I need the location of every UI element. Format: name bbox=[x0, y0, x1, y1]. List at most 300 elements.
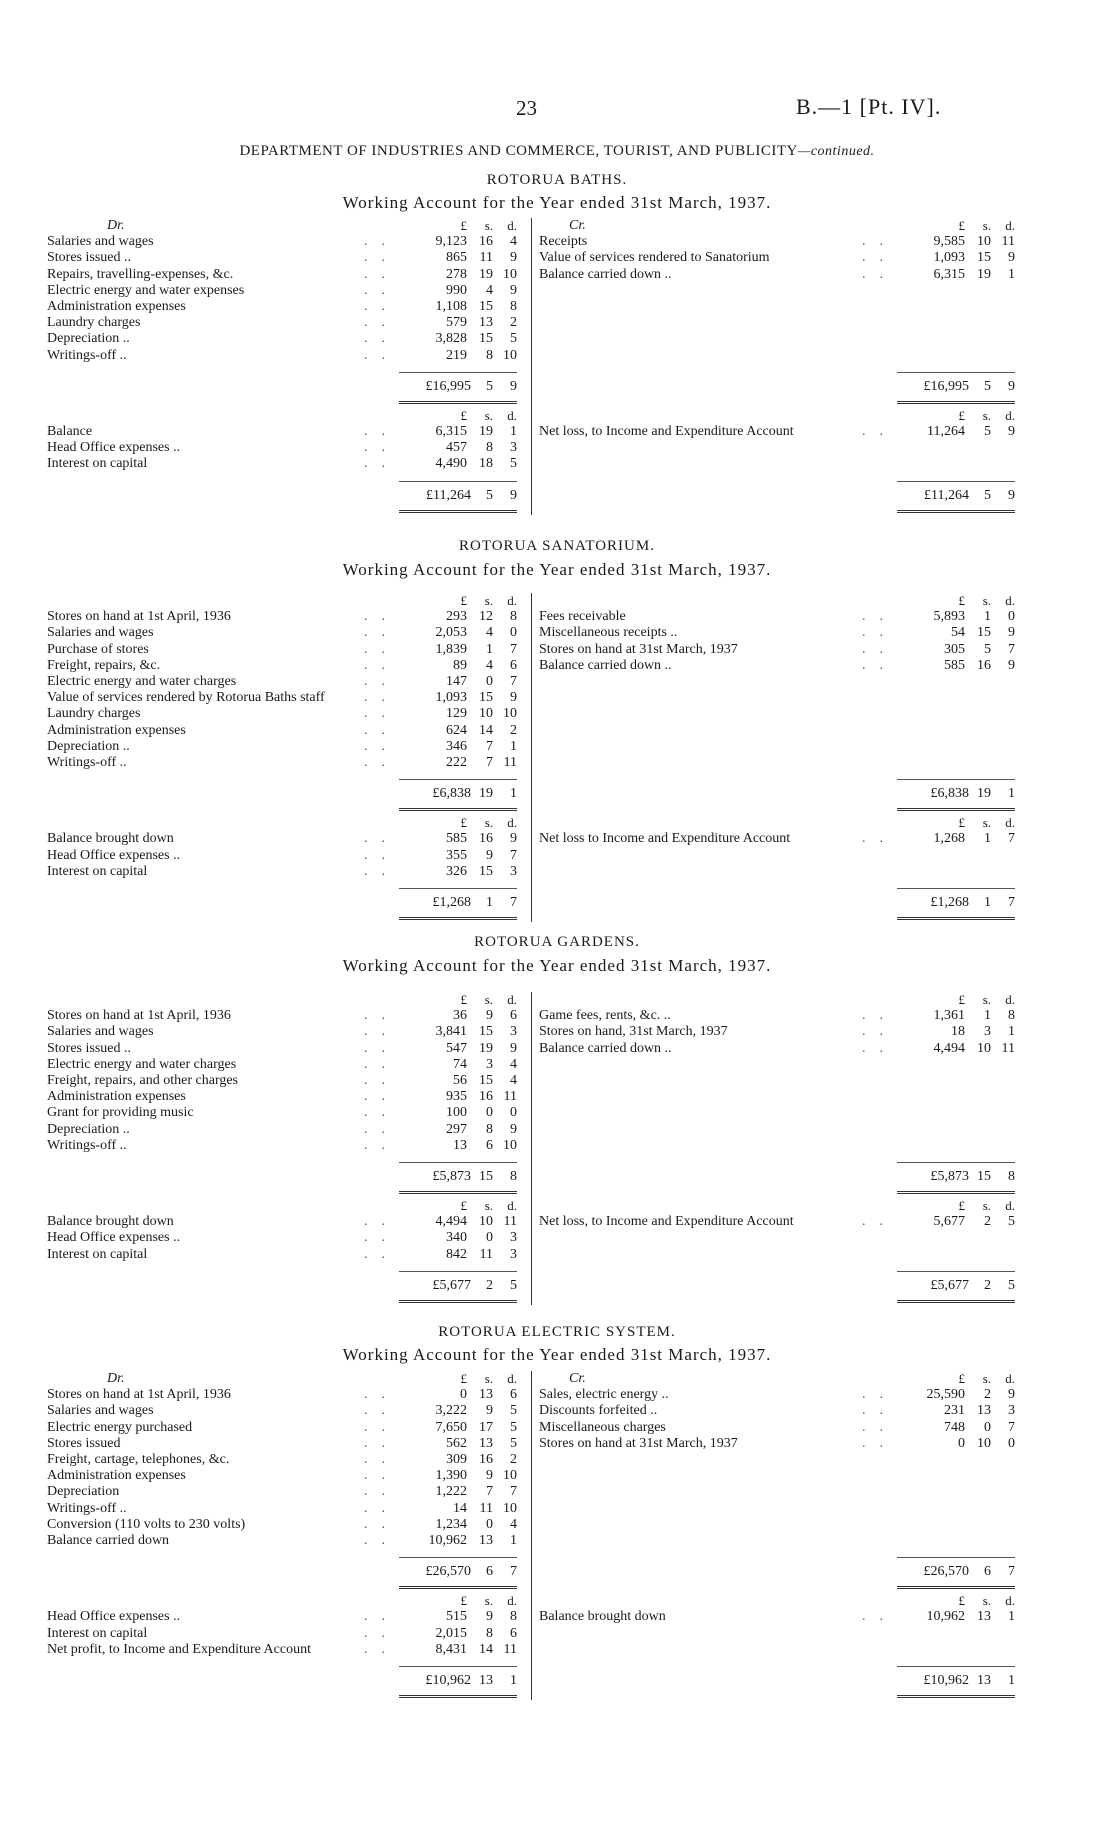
entry-pence: 8 bbox=[510, 298, 517, 314]
amount bbox=[407, 315, 517, 331]
amount bbox=[407, 456, 517, 472]
total-box bbox=[897, 779, 1015, 811]
amount bbox=[407, 642, 517, 658]
entry-label: Value of services rendered to Sanatorium bbox=[539, 250, 770, 266]
total-double-rule bbox=[897, 917, 1015, 920]
leader-dots: .. bbox=[364, 863, 399, 879]
entry-label: Electric energy and water charges bbox=[47, 673, 237, 689]
dr-entry-row bbox=[47, 1609, 517, 1625]
entry-pounds: 4,490 bbox=[435, 456, 467, 472]
entry-shillings: 9 bbox=[486, 1403, 493, 1419]
working-account-subtitle: Working Account for the Year ended 31st March, 1937. bbox=[342, 956, 772, 975]
total-amount bbox=[399, 1564, 517, 1580]
entry-pence: 1 bbox=[1008, 1609, 1015, 1625]
total-amount bbox=[897, 1278, 1015, 1294]
entry-pounds: 547 bbox=[446, 1040, 467, 1056]
dr-entry-row bbox=[47, 267, 517, 283]
amount bbox=[407, 1533, 517, 1549]
pence-header: d. bbox=[1005, 815, 1015, 831]
cr-entry-row bbox=[539, 658, 1015, 674]
currency-header-cells bbox=[407, 1371, 517, 1387]
leader-dots: .. bbox=[364, 641, 399, 657]
leader-dots: .. bbox=[364, 266, 399, 282]
dr-second-part bbox=[47, 831, 517, 880]
entry-pounds: 147 bbox=[446, 673, 467, 689]
shillings-header: s. bbox=[982, 992, 991, 1007]
currency-header bbox=[47, 1371, 517, 1387]
total-rule bbox=[897, 481, 1015, 482]
entry-label: Interest on capital bbox=[47, 456, 148, 472]
amount bbox=[407, 299, 517, 315]
shillings-header: s. bbox=[484, 407, 493, 423]
entry-label: Balance brought down bbox=[47, 831, 174, 847]
dr-entry-row bbox=[47, 1452, 517, 1468]
total-double-rule bbox=[399, 401, 517, 404]
entry-shillings: 16 bbox=[479, 234, 493, 250]
entry-pence: 3 bbox=[510, 863, 517, 879]
pounds-header: £ bbox=[460, 407, 467, 423]
entry-pounds: 515 bbox=[446, 1609, 467, 1625]
amount bbox=[407, 1468, 517, 1484]
entry-pounds: 579 bbox=[446, 315, 467, 331]
total-double-rule bbox=[399, 1586, 517, 1589]
entry-label: Electric energy and water charges bbox=[47, 1056, 237, 1072]
leader-dots: .. bbox=[862, 1403, 897, 1419]
entry-pence: 2 bbox=[510, 722, 517, 738]
amount bbox=[407, 1484, 517, 1500]
leader-dots: .. bbox=[364, 609, 399, 625]
leader-dots: .. bbox=[364, 1024, 399, 1040]
page-reference: B.—1 [Pt. IV]. bbox=[796, 94, 942, 119]
entry-shillings: 9 bbox=[486, 1609, 493, 1625]
dr-entry-row bbox=[47, 706, 517, 722]
pounds-header: £ bbox=[460, 218, 467, 233]
total-pounds: £1,268 bbox=[930, 895, 969, 910]
cr-entry-row bbox=[539, 1387, 1015, 1403]
leader-dots: .. bbox=[364, 1121, 399, 1137]
entry-pence: 3 bbox=[1008, 1403, 1015, 1419]
entry-pounds: 293 bbox=[446, 609, 467, 625]
entry-pounds: 129 bbox=[446, 706, 467, 722]
entry-pounds: 54 bbox=[951, 625, 965, 641]
cr-entry-row bbox=[539, 831, 1015, 847]
entry-pounds: 842 bbox=[446, 1246, 467, 1262]
total-pounds: £26,570 bbox=[923, 1564, 969, 1580]
currency-header-cells bbox=[407, 218, 517, 234]
total-rule bbox=[399, 1271, 517, 1272]
pence-header: d. bbox=[1005, 218, 1015, 233]
pence-header: d. bbox=[1005, 593, 1015, 608]
entry-shillings: 0 bbox=[486, 1230, 493, 1246]
total-pounds: £11,264 bbox=[426, 487, 471, 503]
pence-header: d. bbox=[507, 1593, 517, 1609]
dr-entry-row bbox=[47, 331, 517, 347]
dr-entry-row bbox=[47, 831, 517, 847]
total-box bbox=[897, 1162, 1015, 1194]
dr-entry-row bbox=[47, 642, 517, 658]
leader-dots: .. bbox=[364, 1008, 399, 1024]
currency-header bbox=[539, 593, 1015, 609]
entry-pence: 3 bbox=[510, 1246, 517, 1262]
entry-shillings: 10 bbox=[977, 234, 991, 250]
shillings-header: s. bbox=[484, 1198, 493, 1213]
entry-label: Purchase of stores bbox=[47, 641, 149, 657]
entry-pounds: 4,494 bbox=[933, 1040, 965, 1056]
amount bbox=[407, 1642, 517, 1658]
currency-header-cells bbox=[905, 593, 1015, 609]
amount bbox=[905, 1387, 1015, 1403]
entry-pence: 0 bbox=[1008, 609, 1015, 625]
entry-pounds: 0 bbox=[958, 1435, 965, 1451]
total-amount bbox=[897, 895, 1015, 911]
leader-dots: .. bbox=[364, 1056, 399, 1072]
entry-pence: 11 bbox=[503, 1089, 517, 1105]
entry-pence: 7 bbox=[510, 641, 517, 657]
currency-header-cells bbox=[905, 408, 1015, 424]
entry-label: Stores on hand at 1st April, 1936 bbox=[47, 609, 231, 625]
entry-pounds: 624 bbox=[446, 722, 467, 738]
total-rule bbox=[897, 372, 1015, 373]
entry-pence: 4 bbox=[510, 234, 517, 250]
entry-pounds: 1,093 bbox=[435, 690, 467, 706]
entry-pounds: 340 bbox=[446, 1230, 467, 1246]
entry-pence: 1 bbox=[510, 424, 517, 439]
amount bbox=[407, 755, 517, 771]
cr-second-part bbox=[539, 831, 1015, 847]
entry-pence: 10 bbox=[503, 347, 517, 363]
amount bbox=[407, 848, 517, 864]
entry-label: Balance brought down bbox=[539, 1609, 666, 1625]
entry-pounds: 6,315 bbox=[435, 424, 467, 439]
pounds-header: £ bbox=[958, 407, 965, 423]
total-double-rule bbox=[897, 401, 1015, 404]
total-box bbox=[399, 1666, 517, 1698]
total-pence: 7 bbox=[510, 895, 517, 910]
shillings-header: s. bbox=[982, 815, 991, 831]
entry-label: Head Office expenses .. bbox=[47, 1230, 181, 1246]
dr-entry-row bbox=[47, 690, 517, 706]
entry-label: Freight, cartage, telephones, &c. bbox=[47, 1451, 230, 1467]
shillings-header: s. bbox=[484, 218, 493, 233]
dr-entry-row bbox=[47, 424, 517, 440]
leader-dots: .. bbox=[364, 657, 399, 673]
entry-label: Writings-off .. bbox=[47, 1137, 127, 1153]
leader-dots: .. bbox=[862, 266, 897, 282]
entry-pence: 1 bbox=[510, 738, 517, 754]
entry-pence: 8 bbox=[510, 1609, 517, 1625]
amount bbox=[407, 723, 517, 739]
entry-pounds: 10,962 bbox=[926, 1609, 965, 1625]
cr-entry-row bbox=[539, 1214, 1015, 1230]
amount bbox=[407, 706, 517, 722]
total-pence: 1 bbox=[1008, 1673, 1015, 1688]
entry-shillings: 1 bbox=[486, 641, 493, 657]
leader-dots: .. bbox=[364, 706, 399, 722]
entry-pence: 10 bbox=[503, 1500, 517, 1516]
cr-second-part bbox=[539, 1214, 1015, 1230]
total-amount bbox=[399, 1673, 517, 1689]
total-shillings: 5 bbox=[984, 378, 991, 394]
entry-label: Freight, repairs, &c. bbox=[47, 657, 161, 673]
entry-label: Balance carried down .. bbox=[539, 266, 672, 282]
amount bbox=[407, 234, 517, 250]
entry-label: Writings-off .. bbox=[47, 347, 127, 363]
entry-pence: 5 bbox=[510, 1435, 517, 1451]
currency-header bbox=[47, 815, 517, 831]
section-title: ROTORUA GARDENS. bbox=[474, 934, 640, 950]
total-pounds: £5,677 bbox=[930, 1277, 969, 1293]
cr-entry-row bbox=[539, 1420, 1015, 1436]
entry-shillings: 15 bbox=[479, 863, 493, 879]
currency-header-cells bbox=[407, 815, 517, 831]
entry-pounds: 14 bbox=[453, 1500, 467, 1516]
total-rule bbox=[399, 1666, 517, 1667]
entry-pence: 8 bbox=[1008, 1008, 1015, 1024]
entry-label: Salaries and wages bbox=[47, 234, 154, 250]
shillings-header: s. bbox=[484, 815, 493, 831]
column-divider bbox=[531, 1371, 532, 1700]
total-double-rule bbox=[897, 1586, 1015, 1589]
total-pounds: £11,264 bbox=[924, 487, 969, 503]
total-shillings: 13 bbox=[479, 1673, 493, 1688]
leader-dots: .. bbox=[862, 1024, 897, 1040]
entry-shillings: 1 bbox=[984, 609, 991, 625]
dr-entry-row bbox=[47, 1105, 517, 1121]
total-shillings: 1 bbox=[984, 895, 991, 910]
entry-pounds: 3,841 bbox=[435, 1024, 467, 1040]
entry-pounds: 2,015 bbox=[435, 1625, 467, 1641]
entry-label: Head Office expenses .. bbox=[47, 440, 181, 456]
entry-label: Administration expenses bbox=[47, 298, 186, 314]
total-amount bbox=[897, 786, 1015, 802]
entry-shillings: 16 bbox=[479, 1451, 493, 1467]
leader-dots: .. bbox=[862, 641, 897, 657]
entry-shillings: 19 bbox=[479, 266, 493, 282]
total-box bbox=[897, 1271, 1015, 1303]
entry-label: Balance carried down .. bbox=[539, 1040, 672, 1056]
entry-shillings: 13 bbox=[479, 1435, 493, 1451]
entry-label: Sales, electric energy .. bbox=[539, 1387, 669, 1403]
total-pounds: £6,838 bbox=[432, 786, 471, 802]
dr-entry-row bbox=[47, 1420, 517, 1436]
entry-pence: 10 bbox=[503, 1468, 517, 1484]
amount bbox=[407, 250, 517, 266]
amount bbox=[407, 674, 517, 690]
entry-pounds: 1,222 bbox=[435, 1484, 467, 1500]
leader-dots: .. bbox=[862, 609, 897, 625]
dr-entry-row bbox=[47, 755, 517, 771]
entry-shillings: 13 bbox=[479, 1532, 493, 1548]
total-box bbox=[399, 1162, 517, 1194]
currency-header bbox=[47, 593, 517, 609]
shillings-header: s. bbox=[484, 593, 493, 608]
entry-label: Game fees, rents, &c. .. bbox=[539, 1008, 671, 1024]
leader-dots: .. bbox=[364, 347, 399, 363]
amount bbox=[407, 267, 517, 283]
total-rule bbox=[897, 1271, 1015, 1272]
entry-shillings: 13 bbox=[977, 1403, 991, 1419]
leader-dots: .. bbox=[364, 1641, 399, 1657]
entry-pounds: 297 bbox=[446, 1121, 467, 1137]
pence-header: d. bbox=[1005, 1371, 1015, 1386]
leader-dots: .. bbox=[364, 331, 399, 347]
total-rule bbox=[399, 779, 517, 780]
total-shillings: 2 bbox=[984, 1277, 991, 1293]
amount bbox=[905, 1008, 1015, 1024]
currency-header bbox=[47, 1198, 517, 1214]
amount bbox=[407, 1517, 517, 1533]
amount bbox=[905, 658, 1015, 674]
cr-entry-row bbox=[539, 1041, 1015, 1057]
debit-column bbox=[47, 1371, 517, 1700]
total-pence: 9 bbox=[1008, 487, 1015, 503]
leader-dots: .. bbox=[364, 722, 399, 738]
amount bbox=[407, 1073, 517, 1089]
total-amount bbox=[897, 1169, 1015, 1185]
entry-pence: 4 bbox=[510, 1072, 517, 1088]
dr-entry-row bbox=[47, 1214, 517, 1230]
working-account-subtitle: Working Account for the Year ended 31st March, 1937. bbox=[342, 1345, 772, 1364]
entry-shillings: 10 bbox=[977, 1435, 991, 1451]
dr-entry-row bbox=[47, 674, 517, 690]
entry-pounds: 219 bbox=[446, 347, 467, 363]
entry-pounds: 585 bbox=[944, 657, 965, 673]
column-divider bbox=[531, 593, 532, 922]
entry-shillings: 13 bbox=[479, 1387, 493, 1403]
currency-header-cells bbox=[905, 992, 1015, 1008]
entry-label: Conversion (110 volts to 230 volts) bbox=[47, 1516, 246, 1532]
currency-header-cells bbox=[905, 815, 1015, 831]
dr-entry-row bbox=[47, 1387, 517, 1403]
leader-dots: .. bbox=[364, 1089, 399, 1105]
entry-pounds: 1,839 bbox=[435, 641, 467, 657]
entry-pence: 1 bbox=[1008, 266, 1015, 282]
amount bbox=[407, 1387, 517, 1403]
entry-pounds: 89 bbox=[453, 657, 467, 673]
total-amount bbox=[897, 488, 1015, 504]
currency-header bbox=[539, 815, 1015, 831]
total-pence: 7 bbox=[1008, 895, 1015, 910]
entry-label: Receipts bbox=[539, 234, 588, 250]
total-amount bbox=[399, 1278, 517, 1294]
amount bbox=[407, 1403, 517, 1419]
total-rule bbox=[399, 372, 517, 373]
entry-label: Writings-off .. bbox=[47, 754, 127, 770]
total-shillings: 5 bbox=[984, 487, 991, 503]
total-pence: 5 bbox=[510, 1277, 517, 1293]
leader-dots: .. bbox=[862, 1435, 897, 1451]
cr-entry-row bbox=[539, 424, 1015, 440]
dr-second-part bbox=[47, 424, 517, 473]
entry-shillings: 9 bbox=[486, 847, 493, 863]
entry-pence: 1 bbox=[510, 1532, 517, 1548]
column-divider bbox=[531, 992, 532, 1305]
entry-pence: 5 bbox=[510, 1419, 517, 1435]
cr-entry-row bbox=[539, 642, 1015, 658]
entry-pence: 2 bbox=[510, 1451, 517, 1467]
total-amount bbox=[399, 379, 517, 395]
entry-shillings: 7 bbox=[486, 754, 493, 770]
cr-entry-row bbox=[539, 1436, 1015, 1452]
entry-pence: 9 bbox=[1008, 625, 1015, 641]
entry-pence: 0 bbox=[510, 1105, 517, 1121]
amount bbox=[407, 424, 517, 440]
entry-shillings: 15 bbox=[977, 625, 991, 641]
total-rule bbox=[897, 1557, 1015, 1558]
dr-entry-row bbox=[47, 1008, 517, 1024]
leader-dots: .. bbox=[364, 847, 399, 863]
cr-entry-row bbox=[539, 267, 1015, 283]
department-heading bbox=[0, 143, 1114, 160]
dr-entry-row bbox=[47, 283, 517, 299]
leader-dots: .. bbox=[862, 625, 897, 641]
entry-label: Miscellaneous receipts .. bbox=[539, 625, 678, 641]
entry-shillings: 3 bbox=[486, 1056, 493, 1072]
entry-label: Repairs, travelling-expenses, &c. bbox=[47, 266, 234, 282]
dr-second-part bbox=[47, 1609, 517, 1658]
pounds-header: £ bbox=[460, 1593, 467, 1609]
dr-entry-row bbox=[47, 1484, 517, 1500]
entry-pounds: 25,590 bbox=[926, 1387, 965, 1403]
entry-pence: 1 bbox=[1008, 1024, 1015, 1040]
entry-pounds: 56 bbox=[453, 1072, 467, 1088]
entry-label: Net loss to Income and Expenditure Account bbox=[539, 831, 791, 847]
entry-pence: 7 bbox=[510, 847, 517, 863]
total-shillings: 19 bbox=[479, 786, 493, 802]
amount bbox=[407, 1214, 517, 1230]
total-pence: 8 bbox=[510, 1169, 517, 1184]
entry-shillings: 15 bbox=[479, 331, 493, 347]
entry-label: Stores on hand at 1st April, 1936 bbox=[47, 1008, 231, 1024]
currency-header bbox=[539, 992, 1015, 1008]
leader-dots: .. bbox=[364, 250, 399, 266]
shillings-header: s. bbox=[982, 1198, 991, 1213]
entry-pence: 7 bbox=[510, 673, 517, 689]
currency-header-cells bbox=[905, 1371, 1015, 1387]
entry-pence: 5 bbox=[510, 1403, 517, 1419]
entry-pounds: 748 bbox=[944, 1419, 965, 1435]
entry-label: Stores on hand at 31st March, 1937 bbox=[539, 641, 738, 657]
total-double-rule bbox=[399, 1191, 517, 1194]
cr-entry-row bbox=[539, 1024, 1015, 1040]
leader-dots: .. bbox=[364, 1625, 399, 1641]
amount bbox=[905, 609, 1015, 625]
leader-dots: .. bbox=[364, 1137, 399, 1153]
entry-shillings: 10 bbox=[977, 1040, 991, 1056]
entry-pence: 7 bbox=[1008, 1419, 1015, 1435]
entry-pounds: 2,053 bbox=[435, 625, 467, 641]
total-shillings: 5 bbox=[486, 378, 493, 394]
total-amount bbox=[897, 1673, 1015, 1689]
amount bbox=[407, 1122, 517, 1138]
total-pounds: £16,995 bbox=[425, 378, 471, 394]
pounds-header: £ bbox=[958, 1371, 965, 1386]
entry-shillings: 0 bbox=[486, 1516, 493, 1532]
total-box bbox=[399, 1271, 517, 1303]
total-pence: 1 bbox=[510, 1673, 517, 1688]
pence-header: d. bbox=[1005, 407, 1015, 423]
dr-entry-row bbox=[47, 1403, 517, 1419]
amount bbox=[407, 331, 517, 347]
cr-entry-row bbox=[539, 1403, 1015, 1419]
total-pounds: £1,268 bbox=[432, 895, 471, 910]
shillings-header: s. bbox=[982, 407, 991, 423]
leader-dots: .. bbox=[862, 424, 897, 439]
amount bbox=[407, 1057, 517, 1073]
dr-entry-row bbox=[47, 1057, 517, 1073]
leader-dots: .. bbox=[364, 1246, 399, 1262]
entry-pence: 9 bbox=[1008, 657, 1015, 673]
